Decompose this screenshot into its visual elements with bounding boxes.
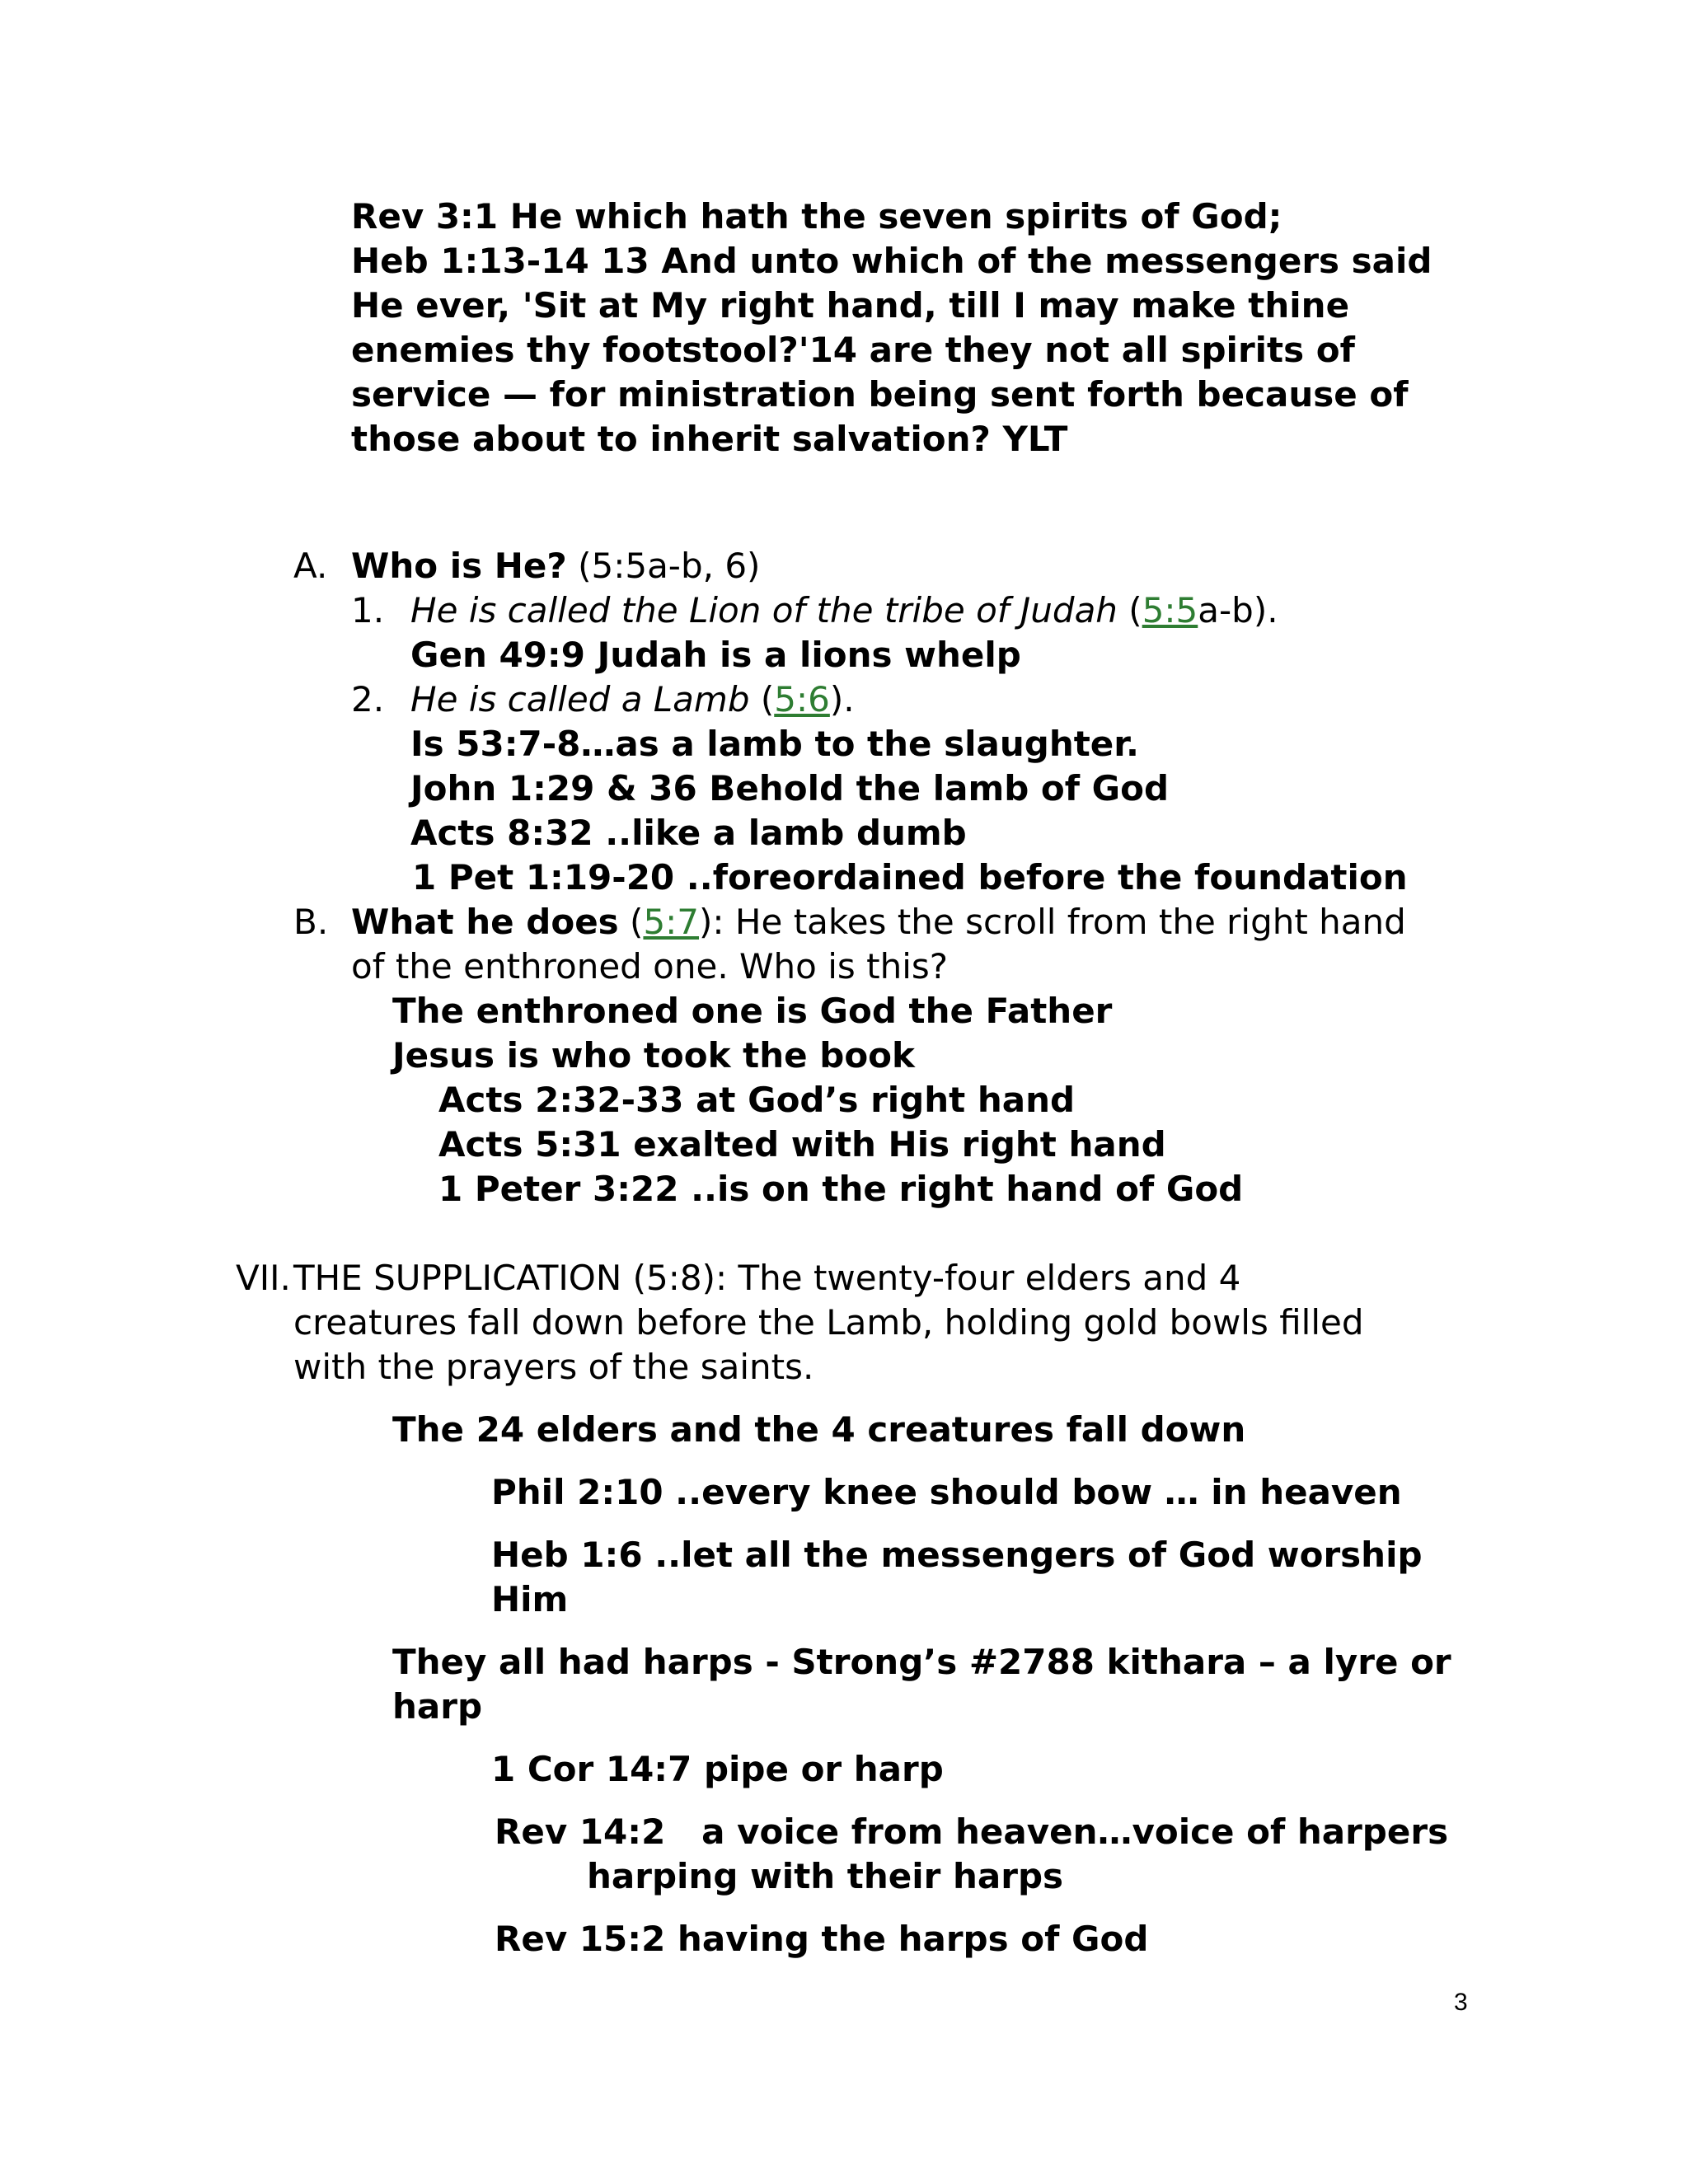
paren-open: ( [1117,590,1142,630]
quote-line: Rev 15:2 having the harps of God [495,1919,1149,1959]
quote-line: Rev 14:2 a voice from heaven…voice of harpers [495,1811,1449,1852]
section-b-heading [351,900,1406,944]
quote-line: He ever, 'Sit at My right hand, till I may make thine [351,285,1350,326]
quote-line: Acts 2:32-33 at God’s right hand [438,1080,1076,1120]
quote-line: John 1:29 & 36 Behold the lamb of God [410,768,1170,808]
section-a-title: Who is He? [351,546,567,586]
outline-marker-1: 1. [351,590,385,630]
section-vii-text: with the prayers of the saints. [293,1347,814,1387]
ref-suffix: ). [829,679,855,719]
note-line: The enthroned one is God the Father [392,991,1113,1031]
quote-line: Rev 3:1 He which hath the seven spirits of God; [351,196,1282,237]
outline-marker-a: A. [293,546,328,586]
page-number: 3 [1454,1989,1468,2016]
quote-line: Heb 1:13-14 13 And unto which of the messengers said [351,241,1432,281]
quote-line: 1 Peter 3:22 ..is on the right hand of God [438,1169,1244,1209]
quote-line: 1 Pet 1:19-20 ..foreordained before the foundation [412,857,1408,898]
outline-marker-2: 2. [351,679,385,719]
item-2-text: He is called a Lamb [410,679,750,719]
quote-line: Gen 49:9 Judah is a lions whelp [410,635,1021,675]
note-line: harp [392,1686,483,1727]
quote-line: Phil 2:10 ..every knee should bow … in heaven [491,1472,1402,1512]
quote-line: Him [491,1579,569,1619]
outline-marker-vii: VII. [236,1258,291,1298]
item-1-line [410,588,1278,633]
note-line: They all had harps - Strong’s #2788 kithara – a lyre or [392,1642,1451,1682]
paren-open: ( [749,679,775,719]
note-line: Jesus is who took the book [392,1035,915,1076]
section-b-text: ): He takes the scroll from the right hand [699,902,1406,942]
section-a-heading [351,544,760,588]
section-a-ref: (5:5a-b, 6) [566,546,761,586]
quote-line: Heb 1:6 ..let all the messengers of God worship [491,1535,1423,1575]
item-1-text: He is called the Lion of the tribe of Judah [410,590,1118,630]
ref-suffix: a-b). [1198,590,1278,630]
quote-line: Acts 8:32 ..like a lamb dumb [410,813,967,853]
outline-marker-b: B. [293,902,329,942]
scripture-link-5-5[interactable]: 5:5 [1142,590,1198,630]
section-vii-text: creatures fall down before the Lamb, holding gold bowls filled [293,1302,1364,1343]
quote-line: enemies thy footstool?'14 are they not all spirits of [351,330,1355,370]
paren-open: ( [618,902,644,942]
quote-line: 1 Cor 14:7 pipe or harp [491,1749,944,1789]
section-b-text: of the enthroned one. Who is this? [351,946,949,987]
quote-line: harping with their harps [587,1856,1064,1896]
quote-line: Is 53:7-8…as a lamb to the slaughter. [410,724,1139,764]
scripture-link-5-6[interactable]: 5:6 [774,679,830,719]
quote-line: Acts 5:31 exalted with His right hand [438,1124,1166,1165]
section-vii-heading: THE SUPPLICATION (5:8): The twenty-four elders and 4 [293,1258,1241,1298]
item-2-line [410,677,855,722]
scripture-link-5-7[interactable]: 5:7 [643,902,700,942]
quote-line: those about to inherit salvation? YLT [351,419,1068,459]
note-line: The 24 elders and the 4 creatures fall down [392,1409,1246,1450]
quote-line: service — for ministration being sent forth because of [351,374,1409,415]
section-b-title: What he does [351,902,619,942]
